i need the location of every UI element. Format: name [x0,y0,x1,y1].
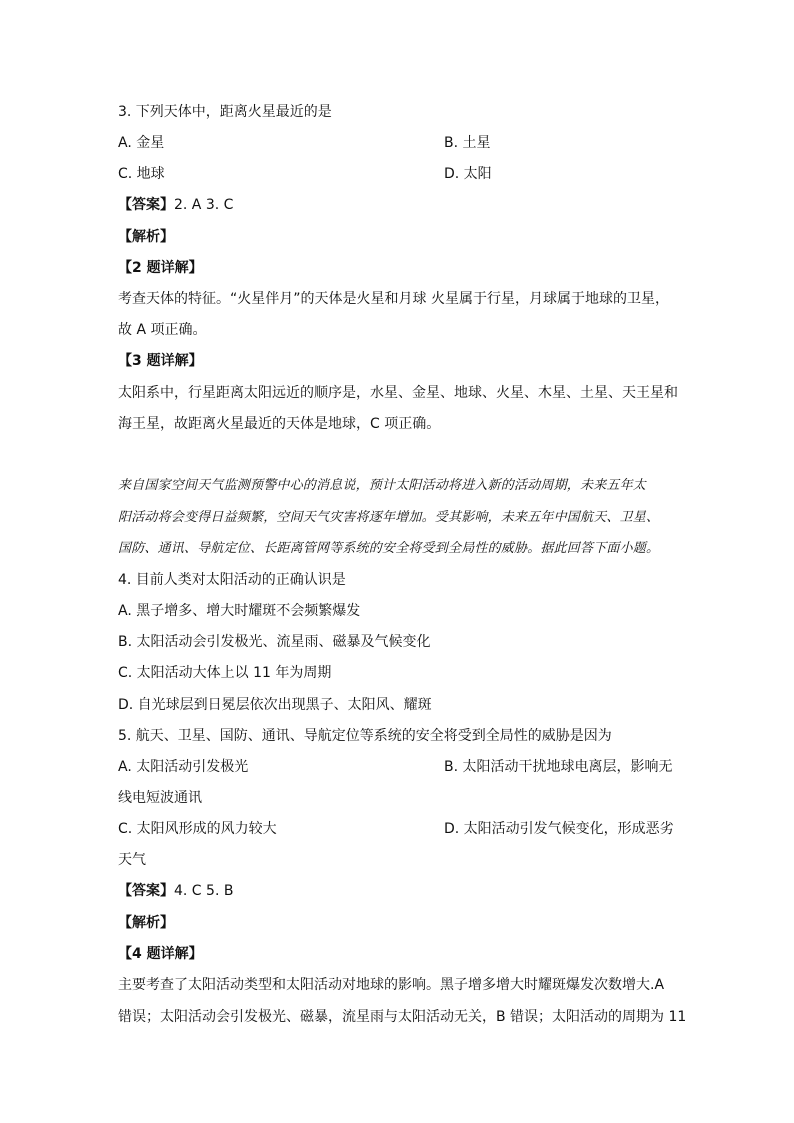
question-5-option-b-cont: 线电短波通讯 [118,790,202,806]
material-line-3: 国防、通讯、导航定位、长距离管网等系统的安全将受到全局性的威胁。据此回答下面小题。 [118,541,660,556]
question-5-option-a: A. 太阳活动引发极光 [118,759,249,775]
analysis-tag: 【解析】 [118,915,174,931]
answer-text: 4. C 5. B [174,883,234,899]
detail-4-tag: 【4 题详解】 [118,946,203,962]
question-5-stem: 5. 航天、卫星、国防、通讯、导航定位等系统的安全将受到全局性的威胁是因为 [118,728,612,744]
question-3-option-d: D. 太阳 [444,166,492,182]
question-4-option-c: C. 太阳活动大体上以 11 年为周期 [118,665,332,681]
answer-block-1 [118,196,233,214]
question-5-option-c: C. 太阳风形成的风力较大 [118,821,277,837]
detail-4-line-2: 错误；太阳活动会引发极光、磁暴，流星雨与太阳活动无关，B 错误；太阳活动的周期为 11 [118,1009,687,1025]
answer-tag: 【答案】 [118,197,174,213]
question-3-option-c: C. 地球 [118,166,165,182]
question-4-option-d: D. 自光球层到日冕层依次出现黑子、太阳风、耀斑 [118,697,432,713]
question-4-stem: 4. 目前人类对太阳活动的正确认识是 [118,572,346,588]
question-3-stem: 3. 下列天体中，距离火星最近的是 [118,104,332,120]
detail-3-line-1: 太阳系中，行星距离太阳远近的顺序是，水星、金星、地球、火星、木星、土星、天王星和 [118,385,678,401]
question-5-option-d: D. 太阳活动引发气候变化，形成恶劣 [444,821,674,837]
detail-2-line-1: 考查天体的特征。“火星伴月”的天体是火星和月球 火星属于行星，月球属于地球的卫星， [118,291,669,307]
detail-3-tag: 【3 题详解】 [118,353,203,369]
question-5-option-d-cont: 天气 [118,852,146,868]
material-line-1: 来自国家空间天气监测预警中心的消息说，预计太阳活动将进入新的活动周期，未来五年太 [118,478,647,493]
detail-4-line-1: 主要考查了太阳活动类型和太阳活动对地球的影响。黑子增多增大时耀斑爆发次数增大.A [118,977,665,993]
question-4-option-a: A. 黑子增多、增大时耀斑不会频繁爆发 [118,603,361,619]
detail-2-tag: 【2 题详解】 [118,260,203,276]
answer-tag: 【答案】 [118,883,174,899]
analysis-tag: 【解析】 [118,229,174,245]
answer-block-2 [118,882,233,900]
material-line-2: 阳活动将会变得日益频繁，空间天气灾害将逐年增加。受其影响，未来五年中国航天、卫星、 [118,510,660,525]
answer-text: 2. A 3. C [174,197,234,213]
question-3-option-b: B. 土星 [444,135,491,151]
question-3-option-a: A. 金星 [118,135,165,151]
question-5-option-b: B. 太阳活动干扰地球电离层，影响无 [444,759,673,775]
detail-2-line-2: 故 A 项正确。 [118,322,207,338]
detail-3-line-2: 海王星，故距离火星最近的天体是地球，C 项正确。 [118,416,441,432]
question-4-option-b: B. 太阳活动会引发极光、流星雨、磁暴及气候变化 [118,634,431,650]
